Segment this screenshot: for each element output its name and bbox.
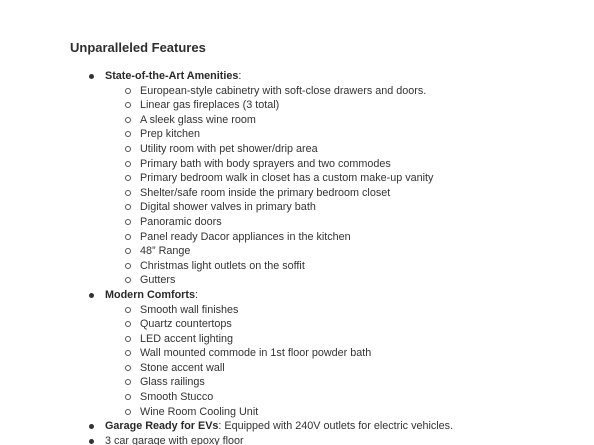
- list-item: LED accent lighting: [105, 332, 586, 347]
- category-suffix: 3 car garage with epoxy floor: [105, 434, 244, 445]
- list-item: 48” Range: [105, 244, 586, 259]
- list-item: Quartz countertops: [105, 317, 586, 332]
- list-item: Stone accent wall: [105, 361, 586, 376]
- list-item: Wall mounted commode in 1st floor powder bath: [105, 346, 586, 361]
- section-title: Unparalleled Features: [70, 40, 206, 55]
- list-item: Utility room with pet shower/drip area: [105, 142, 586, 157]
- category-comforts: [86, 288, 586, 419]
- category-suffix: : Equipped with 240V outlets for electric vehicles.: [218, 420, 454, 433]
- category-title: State-of-the-Art Amenities: [105, 70, 239, 82]
- list-item: Prep kitchen: [105, 127, 586, 142]
- list-item: A sleek glass wine room: [105, 113, 586, 128]
- list-item: Panoramic doors: [105, 215, 586, 230]
- list-item: Smooth Stucco: [105, 390, 586, 405]
- list-item: Primary bedroom walk in closet has a custom make-up vanity: [105, 171, 586, 186]
- list-item: Glass railings: [105, 375, 586, 390]
- category-amenities: [86, 69, 586, 288]
- category-title: Modern Comforts: [105, 288, 195, 301]
- category-garage-ev: [86, 419, 586, 434]
- amenities-sublist: [105, 84, 586, 288]
- list-item: Smooth wall finishes: [105, 303, 586, 318]
- comforts-sublist: [105, 303, 586, 420]
- category-title: Garage Ready for EVs: [105, 420, 219, 433]
- list-item: Digital shower valves in primary bath: [105, 200, 586, 215]
- list-item: Panel ready Dacor appliances in the kitchen: [105, 230, 586, 245]
- list-item: Gutters: [105, 273, 586, 288]
- category-garage-floor: [86, 434, 586, 445]
- list-item: Shelter/safe room inside the primary bedroom closet: [105, 186, 586, 201]
- category-suffix: :: [194, 288, 198, 301]
- list-item: Wine Room Cooling Unit: [105, 405, 586, 420]
- list-item: Primary bath with body sprayers and two commodes: [105, 157, 586, 172]
- list-item: European-style cabinetry with soft-close drawers and doors.: [105, 84, 586, 99]
- category-suffix: :: [238, 70, 242, 82]
- features-list: [86, 69, 586, 445]
- list-item: Linear gas fireplaces (3 total): [105, 98, 586, 113]
- list-item: Christmas light outlets on the soffit: [105, 259, 586, 274]
